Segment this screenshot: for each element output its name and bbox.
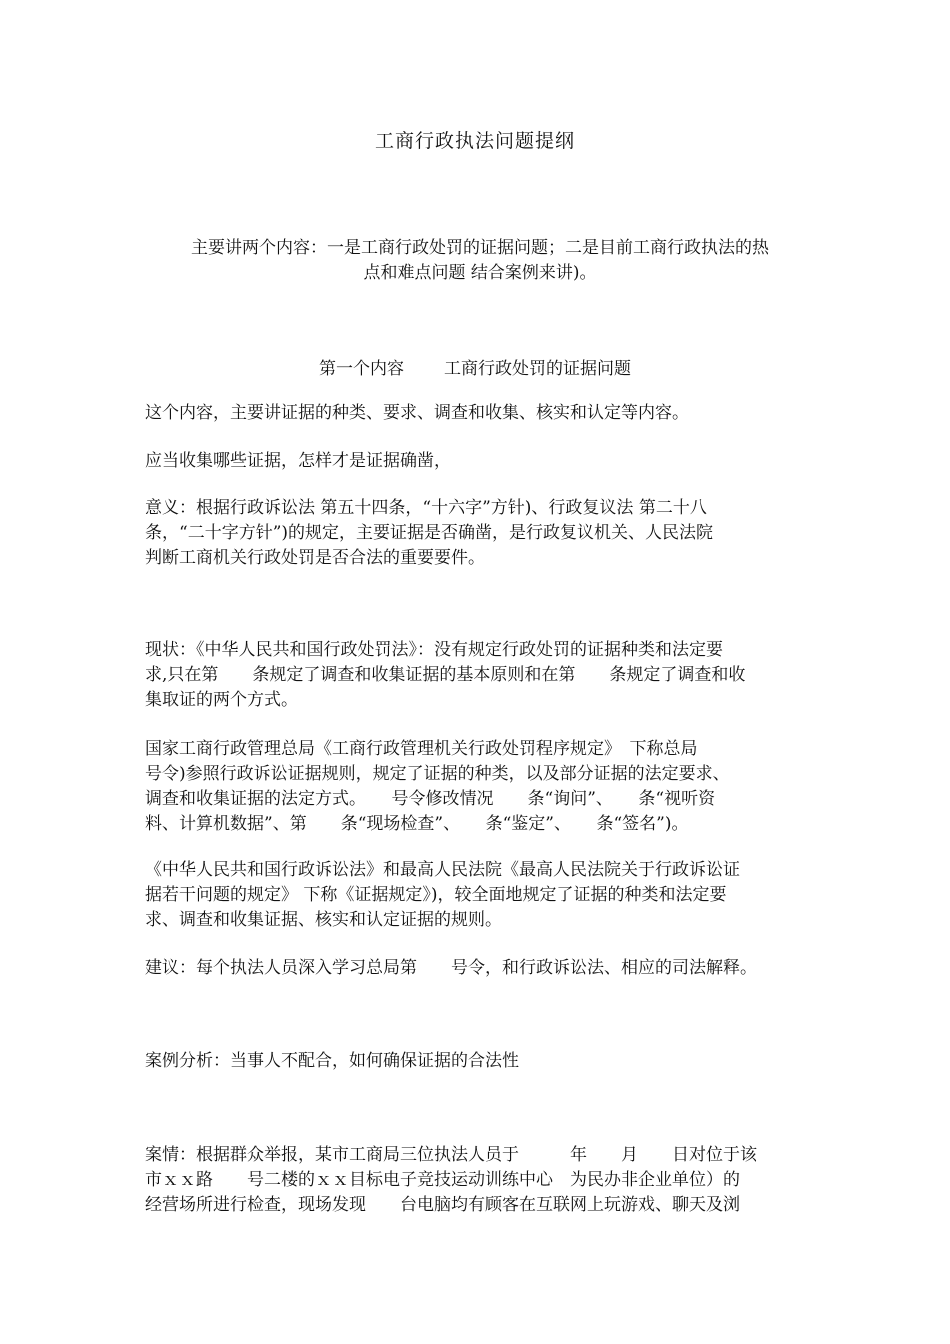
paragraph-line: 求、调查和收集证据、核实和认定证据的规则。	[145, 910, 502, 930]
paragraph-line: 应当收集哪些证据，怎样才是证据确凿，	[145, 451, 451, 471]
paragraph-line: 案例分析：当事人不配合，如何确保证据的合法性	[145, 1051, 519, 1071]
section-heading	[0, 354, 950, 379]
paragraph-suggestion	[145, 956, 815, 981]
paragraph-question	[145, 449, 815, 474]
paragraph-line: 条，“二十字方针”)的规定，主要证据是否确凿，是行政复议机关、人民法院	[145, 523, 714, 543]
paragraph-bureau-rules	[145, 737, 815, 837]
paragraph-line: 调查和收集证据的法定方式。 号令修改情况 条“询问”、 条“视听资	[145, 789, 716, 809]
paragraph-line: 据若干问题的规定》 下称《证据规定》)，较全面地规定了证据的种类和法定要	[145, 885, 727, 905]
intro-line: 主要讲两个内容：一是工商行政处罚的证据问题；二是目前工商行政执法的热	[191, 238, 769, 258]
paragraph-line: 集取证的两个方式。	[145, 690, 298, 710]
section-topic: 工商行政处罚的证据问题	[444, 359, 631, 379]
section-label: 第一个内容	[319, 359, 404, 379]
paragraph-line: 市ｘｘ路 号二楼的ｘｘ目标电子竞技运动训练中心 为民办非企业单位）的	[145, 1170, 740, 1190]
paragraph-line: 经营场所进行检查，现场发现 台电脑均有顾客在互联网上玩游戏、聊天及浏	[145, 1195, 740, 1215]
paragraph-case-analysis	[145, 1049, 815, 1074]
paragraph-line: 料、计算机数据”、第 条“现场检查”、 条“鉴定”、 条“签名”)。	[145, 814, 689, 834]
paragraph-line: 案情：根据群众举报，某市工商局三位执法人员于 年 月 日对位于该	[145, 1145, 757, 1165]
paragraph-litigation-law	[145, 858, 815, 933]
paragraph-line: 判断工商机关行政处罚是否合法的重要要件。	[145, 548, 485, 568]
paragraph-line: 求,只在第 条规定了调查和收集证据的基本原则和在第 条规定了调查和收	[145, 665, 746, 685]
paragraph-line: 《中华人民共和国行政诉讼法》和最高人民法院《最高人民法院关于行政诉讼证	[145, 860, 740, 880]
intro-line: 点和难点问题 结合案例来讲)。	[363, 263, 597, 283]
paragraph-case-facts	[145, 1143, 815, 1218]
paragraph-overview	[145, 401, 815, 426]
intro-paragraph	[145, 236, 815, 286]
paragraph-line: 国家工商行政管理总局《工商行政管理机关行政处罚程序规定》 下称总局	[145, 739, 698, 759]
paragraph-line: 这个内容，主要讲证据的种类、要求、调查和收集、核实和认定等内容。	[145, 403, 689, 423]
paragraph-line: 号令)参照行政诉讼证据规则，规定了证据的种类，以及部分证据的法定要求、	[145, 764, 730, 784]
paragraph-status	[145, 638, 815, 713]
paragraph-line: 建议：每个执法人员深入学习总局第 号令，和行政诉讼法、相应的司法解释。	[145, 958, 757, 978]
paragraph-line: 现状：《中华人民共和国行政处罚法》：没有规定行政处罚的证据种类和法定要	[145, 640, 723, 660]
paragraph-significance	[145, 496, 815, 571]
paragraph-line: 意义：根据行政诉讼法 第五十四条，“十六字”方针)、行政复议法 第二十八	[145, 498, 707, 518]
document-title: 工商行政执法问题提纲	[374, 130, 575, 152]
